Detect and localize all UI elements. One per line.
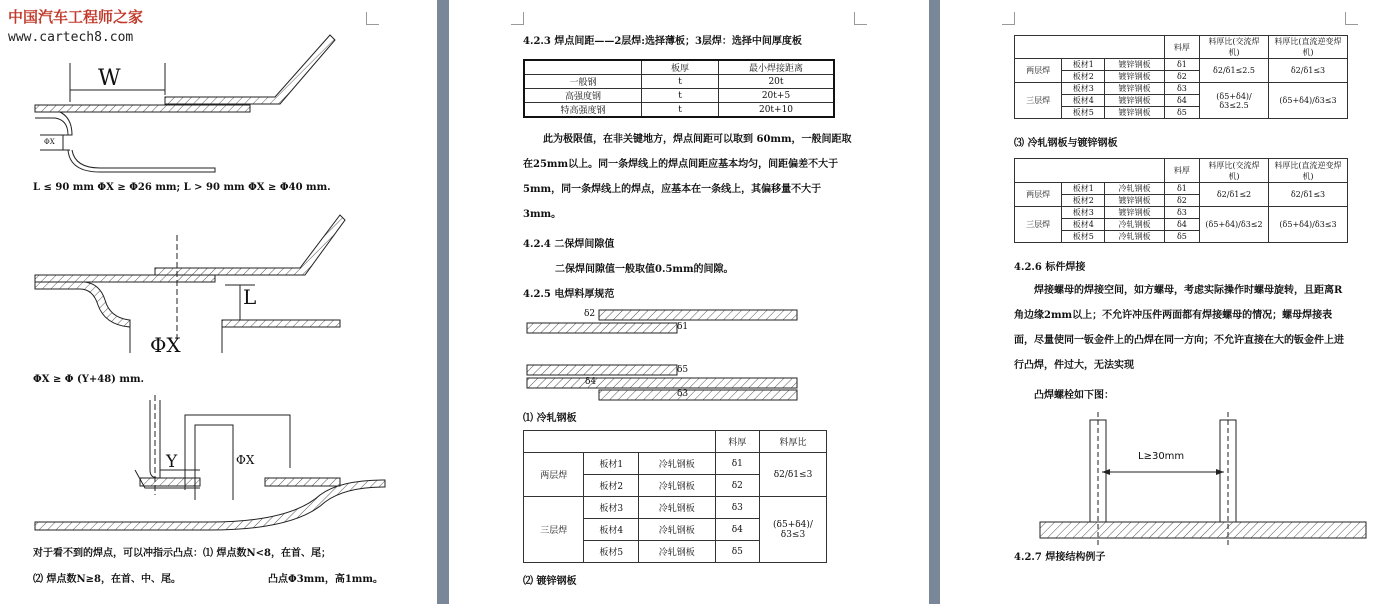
paragraph-bolt-intro: 凸焊螺栓如下图： [1034, 390, 1114, 401]
heading-4-2-5: 4.2.5 电焊料厚规范 [523, 289, 615, 300]
caption-2: ΦX ≥ Φ (Y+48) mm. [33, 374, 145, 385]
label-d1: δ1 [677, 322, 689, 332]
subheading-mixed: ⑶ 冷轧钢板与镀锌钢板 [1014, 138, 1118, 149]
bolt-diagram [940, 0, 1382, 604]
note-line-1: 对于看不到的焊点，可以冲指示凸点：⑴ 焊点数N<8，在首、尾； [33, 548, 331, 559]
heading-4-2-4: 4.2.4 二保焊间隙值 [523, 239, 615, 250]
heading-4-2-7: 4.2.7 焊接结构例子 [1014, 552, 1106, 563]
fig1-label-phix: ΦX [44, 138, 55, 146]
document-page-1 [0, 0, 437, 604]
label-d2: δ2 [584, 309, 596, 319]
fig2-label-l: L [243, 285, 257, 309]
note-line-2: ⑵ 焊点数N≥8，在首、中、尾。 [33, 574, 181, 585]
paragraph-spacing: 此为极限值，在非关键地方，焊点间距可以取到 60mm，一般间距取在25mm以上。同一条焊线上的焊点间距应基本均匀，间距偏差不大于5mm，同一条焊线上的焊点，应基本在一条线上，其偏移量不大于3mm。 [523, 134, 852, 220]
label-d3: δ3 [677, 389, 689, 399]
fig1-label-w: W [98, 66, 121, 91]
subheading-cold-rolled: ⑴ 冷轧钢板 [523, 413, 577, 424]
weld-diagrams [0, 0, 437, 604]
diagram-flange-middle [35, 215, 345, 353]
paragraph-gap: 二保焊间隙值一般取值0.5mm的间隙。 [555, 264, 734, 275]
mixed-table: 料厚 料厚比(交流焊机) 料厚比(直流逆变焊机) 两层焊 板材1 冷轧钢板 δ1 δ2/δ1≤2 δ2/δ1≤3 板材2 镀锌钢板 δ2 三层焊 板材3 镀锌钢板 δ3 (δ5+δ4)/δ3≤2 (δ5+δ4)/δ3≤3 板材4 冷轧钢板 δ4 板材5 冷轧钢板 δ5 [1014, 158, 1348, 243]
note-line-2b: 凸点Φ3mm，高1mm。 [268, 574, 383, 585]
diagram-flange-top [35, 35, 335, 172]
document-page-3 [940, 0, 1382, 604]
heading-4-2-3: 4.2.3 焊点间距——2层焊:选择薄板；3层焊：选择中间厚度板 [523, 36, 802, 47]
caption-1: L ≤ 90 mm ΦX ≥ Φ26 mm; L > 90 mm ΦX ≥ Φ40 mm. [33, 182, 331, 193]
watermark-url: www.cartech8.com [8, 30, 134, 45]
paragraph-nut-welding: 焊接螺母的焊接空间，如方螺母，考虑实际操作时螺母旋转，且距离R角边缘2mm以上；不允许冲压件两面都有焊接螺母的情况；螺母焊接表面，尽量使同一钣金件上的凸焊在同一方向；不允许直接在大的钣金件上进行凸焊，件过大，无法实现 [1014, 285, 1344, 371]
page-gap [929, 0, 940, 604]
fig3-label-phix: ΦX [236, 453, 255, 467]
page-gap [437, 0, 449, 604]
fig3-label-y: Y [166, 452, 178, 472]
diagram-flange-bottom [35, 395, 385, 530]
label-d4: δ4 [585, 377, 597, 387]
galvanized-table: 料厚 料厚比(交流焊机) 料厚比(直流逆变焊机) 两层焊 板材1 镀锌钢板 δ1 δ2/δ1≤2.5 δ2/δ1≤3 板材2 镀锌钢板 δ2 三层焊 板材3 镀锌钢板 δ3 (δ5+δ4)/δ3≤2.5 (δ5+δ4)/δ3≤3 板材4 镀锌钢板 δ4 板材5 镀锌钢板 δ5 [1014, 35, 1348, 119]
subheading-galvanized: ⑵ 镀锌钢板 [523, 576, 577, 587]
fig2-label-phix: ΦX [150, 333, 181, 357]
bolt-distance-label: L≥30mm [1138, 451, 1185, 462]
label-d5: δ5 [677, 365, 689, 375]
watermark-title: 中国汽车工程师之家 [8, 8, 144, 26]
heading-4-2-6: 4.2.6 标件焊接 [1014, 262, 1086, 273]
spacing-table: 板厚 最小焊接距离 一般钢 t 20t 高强度钢 t 20t+5 特高强度钢 t 20t+10 [523, 59, 835, 118]
document-page-2 [449, 0, 929, 604]
cold-rolled-table: 料厚 料厚比 两层焊 板材1 冷轧钢板 δ1 δ2/δ1≤3 板材2 冷轧钢板 δ2 三层焊 板材3 冷轧钢板 δ3 (δ5+δ4)/δ3≤3 板材4 冷轧钢板 δ4 板材5 冷轧钢板 δ5 [523, 430, 827, 563]
